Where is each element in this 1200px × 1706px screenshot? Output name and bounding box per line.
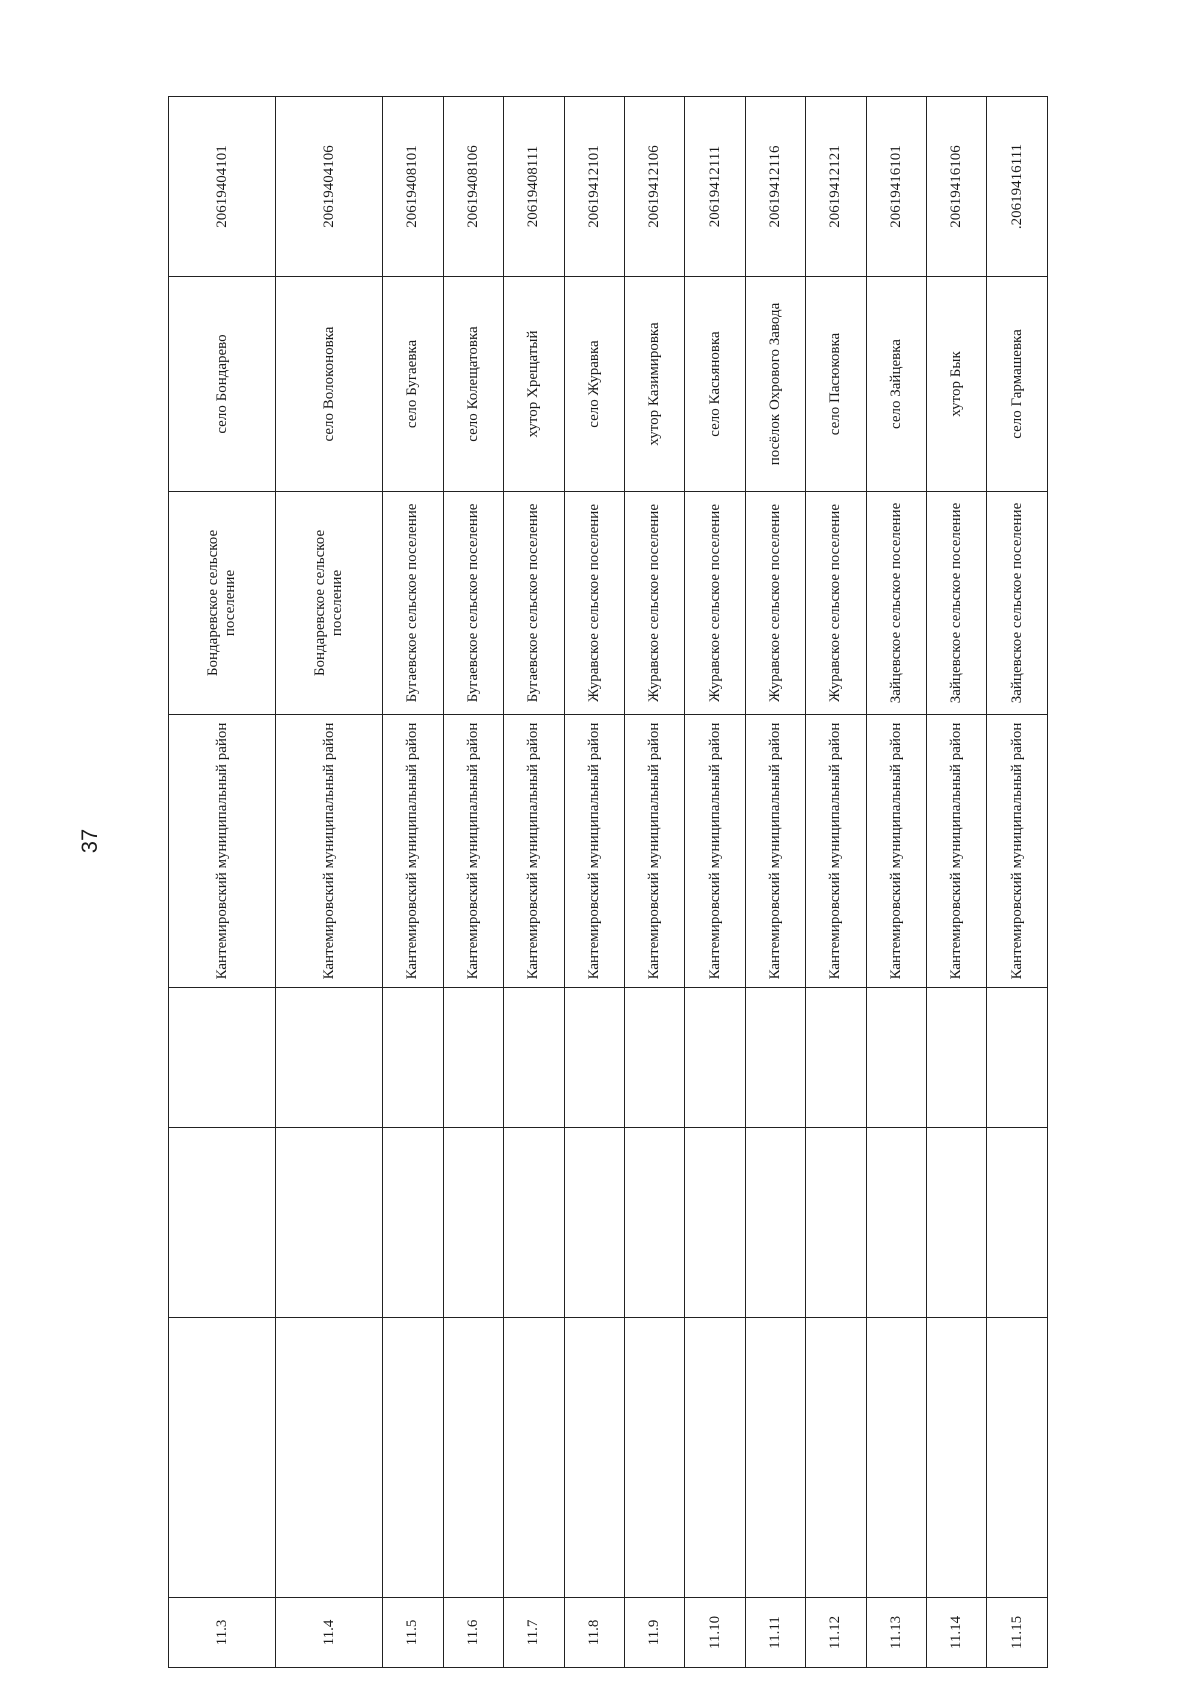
row-number-cell: 11.8 bbox=[564, 1598, 624, 1668]
table-row bbox=[866, 97, 926, 1668]
oktmo-code-cell: 20619404106 bbox=[276, 97, 383, 277]
place-cell: село Касьяновка bbox=[685, 277, 745, 492]
empty-cell bbox=[383, 1128, 443, 1318]
district-cell: Кантемировский муниципальный район bbox=[624, 715, 684, 988]
empty-cell bbox=[927, 1128, 987, 1318]
empty-cell bbox=[276, 988, 383, 1128]
place-cell: село Журавка bbox=[564, 277, 624, 492]
oktmo-code-cell: .20619416111 bbox=[987, 97, 1048, 277]
table-row bbox=[927, 97, 987, 1668]
empty-cell bbox=[276, 1318, 383, 1598]
empty-cell bbox=[564, 988, 624, 1128]
oktmo-code-cell: 20619412121 bbox=[806, 97, 866, 277]
district-cell: Кантемировский муниципальный район bbox=[383, 715, 443, 988]
empty-cell bbox=[745, 1318, 805, 1598]
settlement-cell: Журавское сельское поселение bbox=[745, 492, 805, 715]
settlement-cell: Зайцевское сельское поселение bbox=[927, 492, 987, 715]
place-cell: хутор Казимировка bbox=[624, 277, 684, 492]
empty-cell bbox=[443, 1128, 503, 1318]
empty-cell bbox=[927, 988, 987, 1128]
empty-cell bbox=[987, 1318, 1048, 1598]
place-cell: село Гармашевка bbox=[987, 277, 1048, 492]
settlement-cell: Журавское сельское поселение bbox=[806, 492, 866, 715]
row-number-cell: 11.6 bbox=[443, 1598, 503, 1668]
empty-cell bbox=[169, 1318, 276, 1598]
oktmo-code-cell: 20619412101 bbox=[564, 97, 624, 277]
row-number-cell: 11.4 bbox=[276, 1598, 383, 1668]
empty-cell bbox=[504, 988, 564, 1128]
place-cell: село Волоконовка bbox=[276, 277, 383, 492]
empty-cell bbox=[443, 1318, 503, 1598]
district-cell: Кантемировский муниципальный район bbox=[685, 715, 745, 988]
place-cell: хутор Хрещатый bbox=[504, 277, 564, 492]
empty-cell bbox=[866, 1318, 926, 1598]
row-number-cell: 11.9 bbox=[624, 1598, 684, 1668]
empty-cell bbox=[806, 988, 866, 1128]
table-row bbox=[987, 97, 1048, 1668]
table-row bbox=[745, 97, 805, 1668]
row-number-cell: 11.5 bbox=[383, 1598, 443, 1668]
empty-cell bbox=[564, 1128, 624, 1318]
place-cell: село Зайцевка bbox=[866, 277, 926, 492]
empty-cell bbox=[927, 1318, 987, 1598]
table-row bbox=[276, 97, 383, 1668]
empty-cell bbox=[383, 1318, 443, 1598]
empty-cell bbox=[443, 988, 503, 1128]
empty-cell bbox=[806, 1318, 866, 1598]
district-cell: Кантемировский муниципальный район bbox=[927, 715, 987, 988]
table-row bbox=[383, 97, 443, 1668]
row-number-cell: 11.11 bbox=[745, 1598, 805, 1668]
page-number: 37 bbox=[77, 828, 102, 854]
empty-cell bbox=[624, 1318, 684, 1598]
settlement-cell: Бугаевское сельское поселение bbox=[504, 492, 564, 715]
row-number-cell: 11.12 bbox=[806, 1598, 866, 1668]
district-cell: Кантемировский муниципальный район bbox=[169, 715, 276, 988]
table-row bbox=[624, 97, 684, 1668]
row-number-cell: 11.15 bbox=[987, 1598, 1048, 1668]
table-body bbox=[169, 97, 1048, 1668]
oktmo-code-cell: 20619408101 bbox=[383, 97, 443, 277]
row-number-cell: 11.7 bbox=[504, 1598, 564, 1668]
empty-cell bbox=[624, 988, 684, 1128]
empty-cell bbox=[987, 988, 1048, 1128]
settlement-cell: Бугаевское сельское поселение bbox=[443, 492, 503, 715]
table-row bbox=[564, 97, 624, 1668]
empty-cell bbox=[169, 1128, 276, 1318]
oktmo-code-cell: 20619408111 bbox=[504, 97, 564, 277]
oktmo-code-cell: 20619412116 bbox=[745, 97, 805, 277]
empty-cell bbox=[987, 1128, 1048, 1318]
district-cell: Кантемировский муниципальный район bbox=[443, 715, 503, 988]
oktmo-code-cell: 20619416106 bbox=[927, 97, 987, 277]
district-cell: Кантемировский муниципальный район bbox=[504, 715, 564, 988]
settlement-cell: Журавское сельское поселение bbox=[624, 492, 684, 715]
place-cell: хутор Бык bbox=[927, 277, 987, 492]
empty-cell bbox=[866, 988, 926, 1128]
settlement-cell: Журавское сельское поселение bbox=[685, 492, 745, 715]
empty-cell bbox=[504, 1318, 564, 1598]
place-cell: село Бондарево bbox=[169, 277, 276, 492]
empty-cell bbox=[866, 1128, 926, 1318]
table-row bbox=[443, 97, 503, 1668]
oktmo-code-cell: 20619412106 bbox=[624, 97, 684, 277]
table-row bbox=[504, 97, 564, 1668]
row-number-cell: 11.10 bbox=[685, 1598, 745, 1668]
empty-cell bbox=[383, 988, 443, 1128]
empty-cell bbox=[169, 988, 276, 1128]
empty-cell bbox=[685, 1318, 745, 1598]
empty-cell bbox=[745, 988, 805, 1128]
district-cell: Кантемировский муниципальный район bbox=[276, 715, 383, 988]
oktmo-code-cell: 20619408106 bbox=[443, 97, 503, 277]
settlement-cell: Бугаевское сельское поселение bbox=[383, 492, 443, 715]
settlements-table-container bbox=[168, 97, 1048, 1668]
table-row bbox=[169, 97, 276, 1668]
district-cell: Кантемировский муниципальный район bbox=[745, 715, 805, 988]
empty-cell bbox=[745, 1128, 805, 1318]
empty-cell bbox=[806, 1128, 866, 1318]
empty-cell bbox=[276, 1128, 383, 1318]
place-cell: село Пасюковка bbox=[806, 277, 866, 492]
empty-cell bbox=[504, 1128, 564, 1318]
district-cell: Кантемировский муниципальный район bbox=[866, 715, 926, 988]
place-cell: село Бугаевка bbox=[383, 277, 443, 492]
oktmo-code-cell: 20619412111 bbox=[685, 97, 745, 277]
settlements-table bbox=[168, 96, 1048, 1668]
row-number-cell: 11.13 bbox=[866, 1598, 926, 1668]
settlement-cell: Зайцевское сельское поселение bbox=[987, 492, 1048, 715]
row-number-cell: 11.3 bbox=[169, 1598, 276, 1668]
empty-cell bbox=[685, 1128, 745, 1318]
row-number-cell: 11.14 bbox=[927, 1598, 987, 1668]
oktmo-code-cell: 20619416101 bbox=[866, 97, 926, 277]
district-cell: Кантемировский муниципальный район bbox=[564, 715, 624, 988]
place-cell: село Колещатовка bbox=[443, 277, 503, 492]
settlement-cell: Бондаревское сельское поселение bbox=[276, 492, 383, 715]
empty-cell bbox=[564, 1318, 624, 1598]
settlement-cell: Зайцевское сельское поселение bbox=[866, 492, 926, 715]
settlement-cell: Журавское сельское поселение bbox=[564, 492, 624, 715]
empty-cell bbox=[624, 1128, 684, 1318]
place-cell: посёлок Охрового Завода bbox=[745, 277, 805, 492]
table-row bbox=[806, 97, 866, 1668]
district-cell: Кантемировский муниципальный район bbox=[806, 715, 866, 988]
empty-cell bbox=[685, 988, 745, 1128]
district-cell: Кантемировский муниципальный район bbox=[987, 715, 1048, 988]
table-row bbox=[685, 97, 745, 1668]
oktmo-code-cell: 20619404101 bbox=[169, 97, 276, 277]
settlement-cell: Бондаревское сельское поселение bbox=[169, 492, 276, 715]
